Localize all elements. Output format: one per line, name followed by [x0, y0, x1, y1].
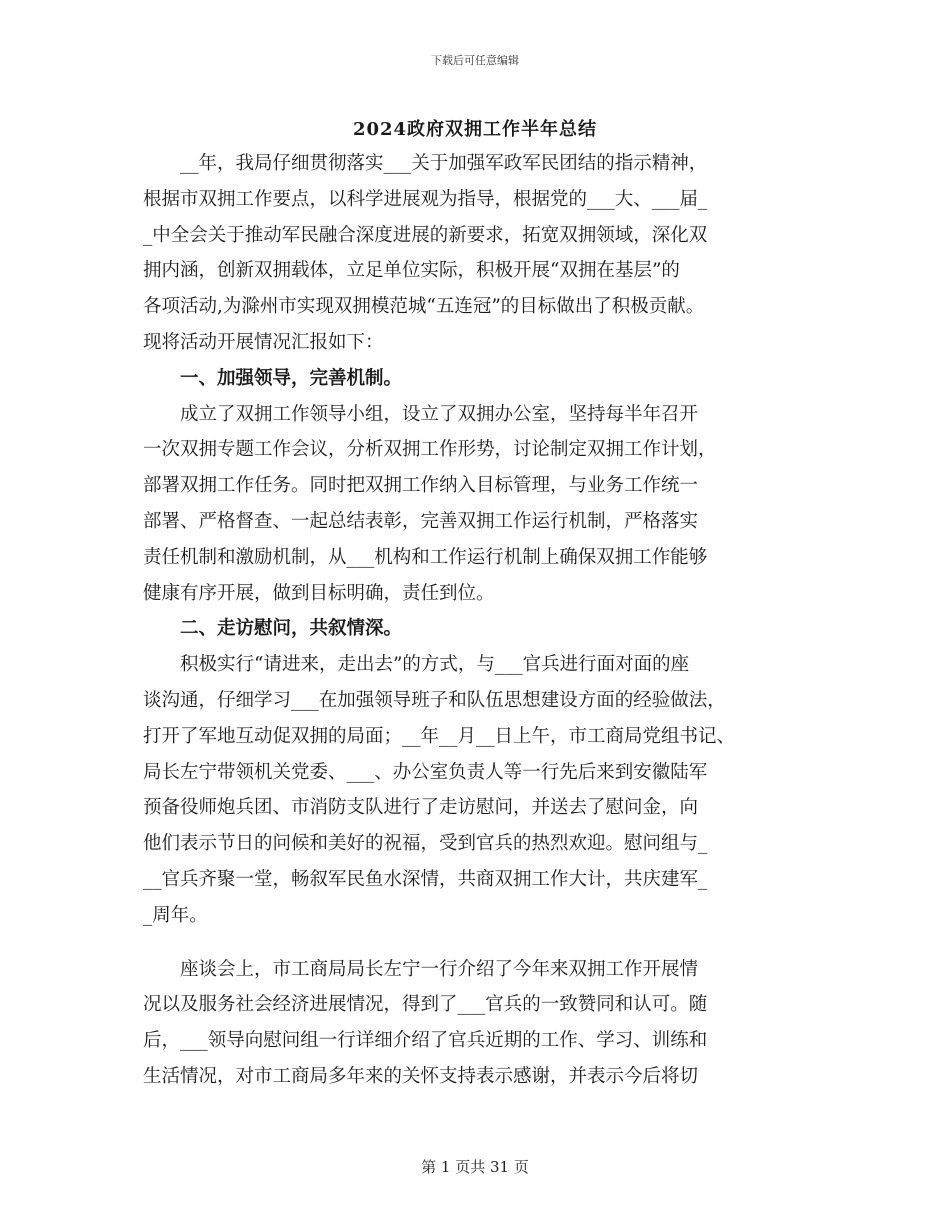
paragraph-gap [143, 934, 823, 952]
page-footer: 第 1 页共 31 页 [421, 1158, 529, 1176]
text-line: 责任机制和激励机制，从___机构和工作运行机制上确保双拥工作能够 [143, 546, 708, 568]
text-line: 打开了军地互动促双拥的局面；__年__月__日上午，市工商局党组书记、 [143, 725, 736, 747]
text-line: 后，___领导向慰问组一行详细介绍了官兵近期的工作、学习、训练和 [143, 1030, 708, 1052]
text-line: 各项活动,为滁州市实现双拥模范城“五连冠”的目标做出了积极贡献。 [143, 296, 705, 318]
text-line: __官兵齐聚一堂，畅叙军民鱼水深情，共商双拥工作大计，共庆建军_ [143, 868, 708, 890]
text-line: 局长左宁带领机关党委、___、办公室负责人等一行先后来到安徽陆军 [143, 761, 708, 783]
text-line: 谈沟通，仔细学习___在加强领导班子和队伍思想建设方面的经验做法， [143, 689, 726, 711]
header-note: 下载后可任意编辑 [431, 54, 519, 67]
section-heading: 一、加强领导，完善机制。 [143, 367, 403, 389]
text-line: 拥内涵，创新双拥载体，立足单位实际，积极开展“双拥在基层”的 [143, 260, 680, 282]
text-line: 积极实行“请进来，走出去”的方式，与___官兵进行面对面的座 [143, 654, 690, 676]
page-title: 2024政府双拥工作半年总结 [352, 119, 598, 140]
text-line: 况以及服务社会经济进展情况，得到了___官兵的一致赞同和认可。随 [143, 994, 708, 1016]
text-line: _中全会关于推动军民融合深度进展的新要求，拓宽双拥领域，深化双 [143, 224, 708, 246]
text-line: 根据市双拥工作要点，以科学进展观为指导，根据党的___大、___届_ [143, 188, 708, 210]
section-heading: 二、走访慰问，共叙情深。 [143, 618, 403, 640]
text-line: 部署双拥工作任务。同时把双拥工作纳入目标管理，与业务工作统一 [143, 475, 699, 497]
text-line: 部署、严格督查、一起总结表彰，完善双拥工作运行机制，严格落实 [143, 510, 699, 532]
document-body [143, 146, 823, 1095]
text-line: 成立了双拥工作领导小组，设立了双拥办公室，坚持每半年召开 [143, 403, 699, 425]
text-line: 生活情况，对市工商局多年来的关怀支持表示感谢，并表示今后将切 [143, 1065, 699, 1087]
text-line: _周年。 [143, 904, 208, 926]
text-line: 健康有序开展，做到目标明确，责任到位。 [143, 582, 495, 604]
text-line: 一次双拥专题工作会议，分析双拥工作形势，讨论制定双拥工作计划， [143, 439, 717, 461]
text-line: __年，我局仔细贯彻落实___关于加强军政军民团结的指示精神， [143, 153, 708, 174]
text-line: 他们表示节日的问候和美好的祝福，受到官兵的热烈欢迎。慰问组与_ [143, 833, 708, 855]
text-line: 现将活动开展情况汇报如下： [143, 331, 384, 353]
text-line: 座谈会上，市工商局局长左宁一行介绍了今年来双拥工作开展情 [143, 958, 699, 980]
text-line: 预备役师炮兵团、市消防支队进行了走访慰问，并送去了慰问金，向 [143, 797, 699, 819]
